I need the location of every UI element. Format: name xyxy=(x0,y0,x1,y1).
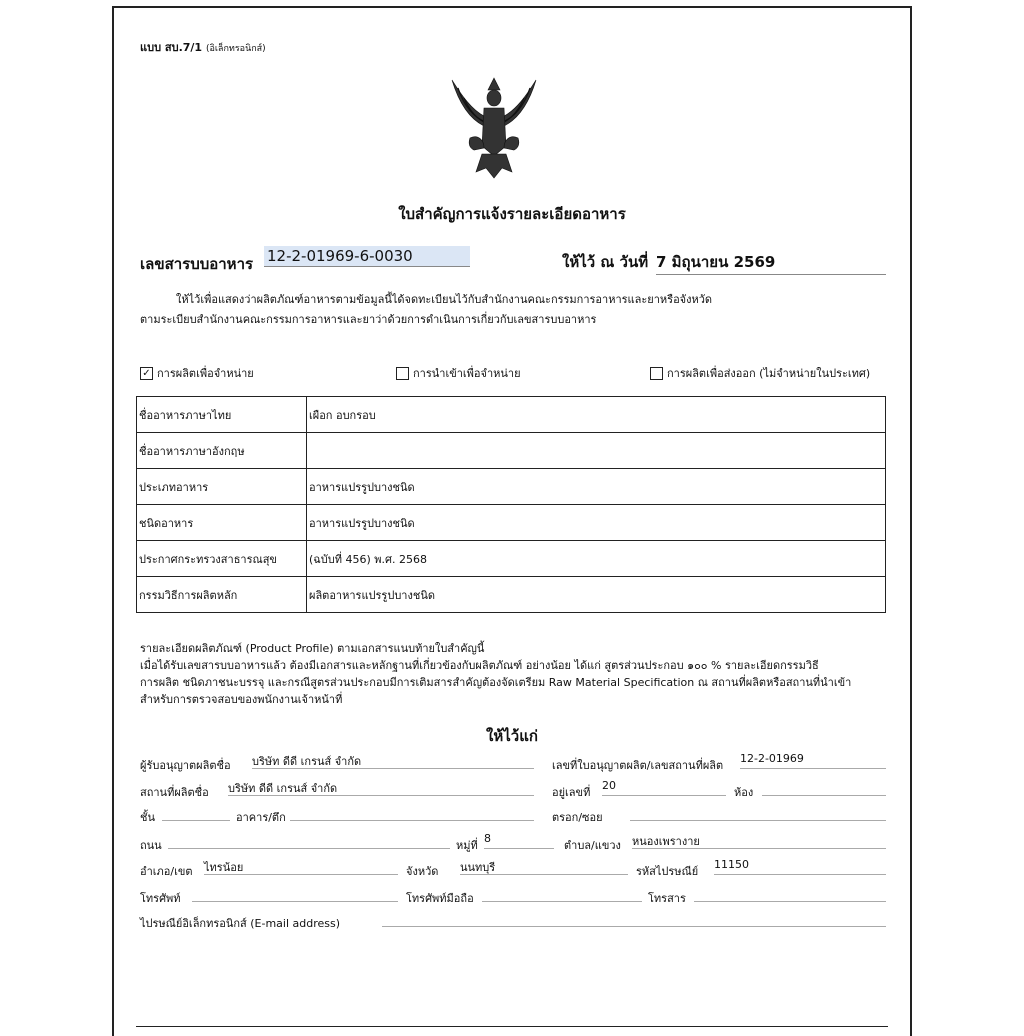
checkbox-import xyxy=(396,364,521,382)
province-field: นนทบุรี xyxy=(460,858,628,875)
issued-to-heading: ให้ไว้แก่ xyxy=(486,727,538,745)
issue-label: ให้ไว้ ณ วันที่ xyxy=(562,253,649,271)
alley-field xyxy=(630,804,886,821)
licensee-field: บริษัท ดีดี เกรนส์ จำกัด xyxy=(252,752,534,769)
road-field xyxy=(168,832,450,849)
phone-label: โทรศัพท์ xyxy=(140,892,181,905)
food-info-table xyxy=(136,396,886,613)
issue-date: 7 มิถุนายน 2569 xyxy=(656,250,886,275)
checkbox-domestic-production xyxy=(140,364,254,382)
subdistrict-field: หนองเพรางาย xyxy=(632,832,886,849)
table-key: ประเภทอาหาร xyxy=(137,469,307,505)
checkbox-empty-icon xyxy=(650,367,663,380)
road-label: ถนน xyxy=(140,839,162,852)
table-row xyxy=(137,505,886,541)
table-value: (ฉบับที่ 456) พ.ศ. 2568 xyxy=(307,541,886,577)
table-value: อาหารแปรรูปบางชนิด xyxy=(307,505,886,541)
checkbox-export xyxy=(650,364,870,382)
fax-field xyxy=(694,885,886,902)
email-label: ไปรษณีย์อิเล็กทรอนิกส์ (E-mail address) xyxy=(140,917,341,930)
table-row xyxy=(137,541,886,577)
fax-label: โทรสาร xyxy=(648,892,686,905)
phone-field xyxy=(192,885,398,902)
table-row xyxy=(137,397,886,433)
license-number-field: 12-2-01969 xyxy=(740,752,886,769)
district-field: ไทรน้อย xyxy=(204,858,398,875)
form-code xyxy=(140,38,266,56)
moo-label: หมู่ที่ xyxy=(456,839,478,852)
table-value: อาหารแปรรูปบางชนิด xyxy=(307,469,886,505)
address-number-field: 20 xyxy=(602,779,726,796)
moo-field: 8 xyxy=(484,832,554,849)
table-value: เผือก อบกรอบ xyxy=(307,397,886,433)
table-row xyxy=(137,433,886,469)
profile-line-4: สำหรับการตรวจสอบของพนักงานเจ้าหน้าที่ xyxy=(140,693,343,706)
checkbox-label: การผลิตเพื่อจำหน่าย xyxy=(157,367,254,380)
mobile-field xyxy=(482,885,642,902)
alley-label: ตรอก/ซอย xyxy=(552,811,603,824)
floor-field xyxy=(162,804,230,821)
district-label: อำเภอ/เขต xyxy=(140,865,193,878)
bottom-divider xyxy=(136,1026,888,1027)
postcode-field: 11150 xyxy=(714,858,886,875)
postcode-label: รหัสไปรษณีย์ xyxy=(636,865,699,878)
site-label: สถานที่ผลิตชื่อ xyxy=(140,786,209,799)
building-label: อาคาร/ตึก xyxy=(236,811,286,824)
document-title: ใบสำคัญการแจ้งรายละเอียดอาหาร xyxy=(398,205,626,223)
room-field xyxy=(762,779,886,796)
profile-line-3: การผลิต ชนิดภาชนะบรรจุ และกรณีสูตรส่วนประกอบมีการเติมสารสำคัญต้องจัดเตรียม Raw Material Specification ณ สถานที่ผลิตหรือสถานที่นำเข้า xyxy=(140,676,852,689)
checkbox-label: การนำเข้าเพื่อจำหน่าย xyxy=(413,367,521,380)
table-key: กรรมวิธีการผลิตหลัก xyxy=(137,577,307,613)
table-value xyxy=(307,433,886,469)
building-field xyxy=(290,804,534,821)
garuda-emblem xyxy=(444,68,544,183)
table-key: ชื่ออาหารภาษาไทย xyxy=(137,397,307,433)
product-profile-paragraph xyxy=(140,640,890,708)
licensee-label: ผู้รับอนุญาตผลิตชื่อ xyxy=(140,759,231,772)
table-key: ชนิดอาหาร xyxy=(137,505,307,541)
license-number-label: เลขที่ใบอนุญาตผลิต/เลขสถานที่ผลิต xyxy=(552,759,724,772)
checkbox-label: การผลิตเพื่อส่งออก (ไม่จำหน่ายในประเทศ) xyxy=(667,367,871,380)
checkbox-empty-icon xyxy=(396,367,409,380)
form-code-note: (อิเล็กทรอนิกส์) xyxy=(205,44,266,54)
table-key: ชื่ออาหารภาษาอังกฤษ xyxy=(137,433,307,469)
province-label: จังหวัด xyxy=(406,865,439,878)
table-row xyxy=(137,469,886,505)
site-field: บริษัท ดีดี เกรนส์ จำกัด xyxy=(228,779,534,796)
subdistrict-label: ตำบล/แขวง xyxy=(564,839,621,852)
table-key: ประกาศกระทรวงสาธารณสุข xyxy=(137,541,307,577)
mobile-label: โทรศัพท์มือถือ xyxy=(406,892,474,905)
profile-line-1: รายละเอียดผลิตภัณฑ์ (Product Profile) ตามเอกสารแนบท้ายใบสำคัญนี้ xyxy=(140,642,485,655)
email-field xyxy=(382,910,886,927)
table-row xyxy=(137,577,886,613)
address-number-label: อยู่เลขที่ xyxy=(552,786,591,799)
intro-line-2: ตามระเบียบสำนักงานคณะกรรมการอาหารและยาว่าด้วยการดำเนินการเกี่ยวกับเลขสารบบอาหาร xyxy=(140,313,597,326)
intro-paragraph xyxy=(140,290,890,330)
document-page xyxy=(112,6,912,1036)
floor-label: ชั้น xyxy=(140,811,155,824)
table-value: ผลิตอาหารแปรรูปบางชนิด xyxy=(307,577,886,613)
room-label: ห้อง xyxy=(734,786,754,799)
profile-line-2: เมื่อได้รับเลขสารบบอาหารแล้ว ต้องมีเอกสารและหลักฐานที่เกี่ยวข้องกับผลิตภัณฑ์ อย่างน้อย ได้แก่ สูตรส่วนประกอบ ๑๐๐ % รายละเอียดกรรมวิธี xyxy=(140,659,819,672)
registration-label: เลขสารบบอาหาร xyxy=(140,255,254,273)
intro-line-1: ให้ไว้เพื่อแสดงว่าผลิตภัณฑ์อาหารตามข้อมูลนี้ได้จดทะเบียนไว้กับสำนักงานคณะกรรมการอาหารและยาหรือจังหวัด xyxy=(176,293,713,306)
checkbox-checked-icon: ✓ xyxy=(140,367,153,380)
registration-number: 12-2-01969-6-0030 xyxy=(264,246,470,267)
form-code-text: แบบ สบ.7/1 xyxy=(140,41,203,54)
